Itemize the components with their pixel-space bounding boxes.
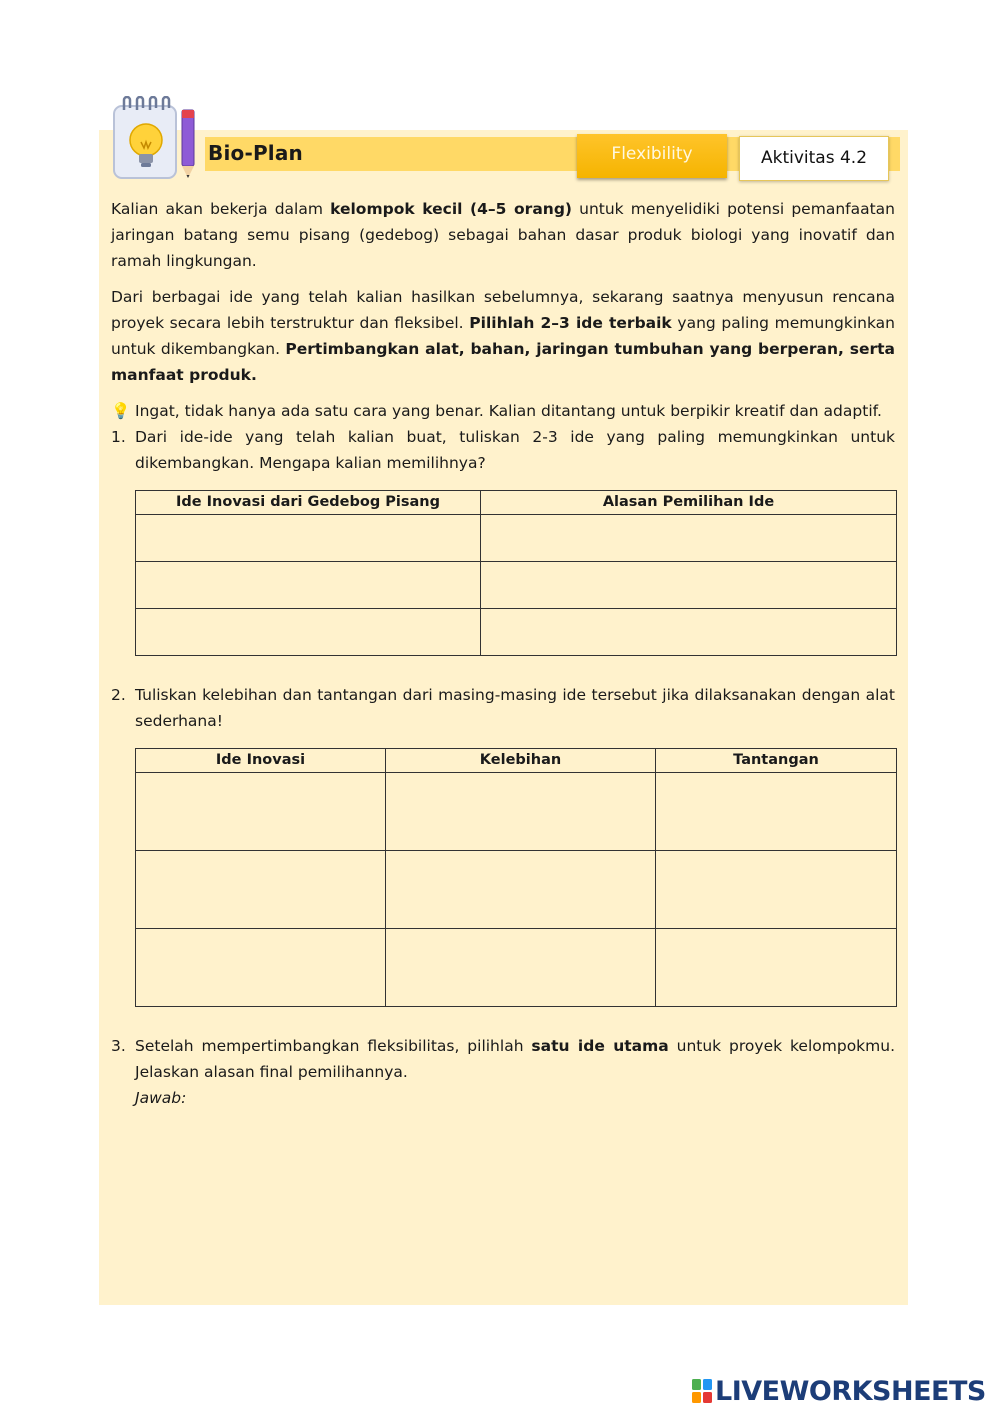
answer-cell[interactable] (136, 562, 481, 609)
intro-text: Dari berbagai ide yang telah kalian hasilkan sebelumnya, sekarang saatnya menyusun rencana proyek secara lebih terstruktur dan fleksibel. (111, 288, 895, 332)
question-number: 3. (111, 1037, 126, 1055)
answer-cell[interactable] (386, 851, 656, 929)
column-header: Ide Inovasi dari Gedebog Pisang (136, 491, 481, 515)
table-header-row (136, 491, 897, 515)
answer-cell[interactable] (136, 929, 386, 1007)
question-2 (111, 682, 895, 734)
answer-cell[interactable] (481, 562, 897, 609)
question-3 (111, 1033, 895, 1111)
column-header: Ide Inovasi (136, 749, 386, 773)
table-row (136, 515, 897, 562)
table-row (136, 851, 897, 929)
tip-text: Ingat, tidak hanya ada satu cara yang benar. Kalian ditantang untuk berpikir kreatif dan adaptif. (135, 402, 882, 420)
lightbulb-icon: 💡 (111, 402, 131, 420)
table-row (136, 929, 897, 1007)
table-row (136, 773, 897, 851)
intro-paragraph-1 (111, 196, 895, 274)
question-bold-main-idea: satu ide utama (531, 1037, 669, 1055)
question-text: Tuliskan kelebihan dan tantangan dari masing-masing ide tersebut jika dilaksanakan dengan alat sederhana! (135, 686, 895, 730)
question-text (135, 1033, 895, 1111)
table-row (136, 562, 897, 609)
ideas-table (135, 490, 897, 656)
answer-cell[interactable] (481, 609, 897, 656)
answer-cell[interactable] (386, 773, 656, 851)
answer-cell[interactable] (136, 851, 386, 929)
answer-label: Jawab: (135, 1089, 187, 1107)
answer-cell[interactable] (656, 773, 897, 851)
intro-bold-group-size: kelompok kecil (4–5 orang) (330, 200, 572, 218)
column-header: Kelebihan (386, 749, 656, 773)
question-1 (111, 424, 895, 476)
skill-tag-flexibility: Flexibility (577, 134, 727, 178)
intro-text: untuk menyelidiki potensi pemanfaatan jaringan batang semu pisang (gedebog) sebagai bahan dasar produk biologi yang inovatif dan ramah lingkungan. (111, 200, 895, 270)
answer-cell[interactable] (136, 773, 386, 851)
tip-line (111, 398, 895, 424)
answer-cell[interactable] (656, 929, 897, 1007)
answer-cell[interactable] (386, 929, 656, 1007)
activity-title: Bio-Plan (208, 141, 303, 165)
question-text: Dari ide-ide yang telah kalian buat, tuliskan 2-3 ide yang paling memungkinkan untuk dikembangkan. Mengapa kalian memilihnya? (135, 428, 895, 472)
table-header-row (136, 749, 897, 773)
activity-number-tag: Aktivitas 4.2 (739, 136, 889, 181)
intro-bold-choose: Pilihlah 2–3 ide terbaik (469, 314, 672, 332)
lightbulb-notepad-icon (110, 96, 200, 182)
answer-cell[interactable] (656, 851, 897, 929)
question-number: 1. (111, 428, 126, 446)
answer-cell[interactable] (136, 515, 481, 562)
column-header: Tantangan (656, 749, 897, 773)
answer-cell[interactable] (136, 609, 481, 656)
brand-text: LIVEWORKSHEETS (715, 1375, 986, 1407)
worksheet-content (111, 196, 895, 1111)
intro-text: Kalian akan bekerja dalam (111, 200, 331, 218)
intro-bold-consider: Pertimbangkan alat, bahan, jaringan tumbuhan yang berperan, serta manfaat produk. (111, 340, 895, 384)
question-number: 2. (111, 686, 126, 704)
liveworksheets-logo-icon (692, 1379, 712, 1403)
answer-cell[interactable] (481, 515, 897, 562)
question-text-part: Setelah mempertimbangkan fleksibilitas, pilihlah (135, 1037, 532, 1055)
column-header: Alasan Pemilihan Ide (481, 491, 897, 515)
intro-text: yang paling memungkinkan untuk dikembangkan. (111, 314, 895, 358)
intro-paragraph-2 (111, 284, 895, 388)
liveworksheets-logo (692, 1376, 986, 1406)
question-text-part: untuk proyek kelompokmu. Jelaskan alasan final pemilihannya. (135, 1037, 895, 1081)
pros-cons-table (135, 748, 897, 1007)
table-row (136, 609, 897, 656)
